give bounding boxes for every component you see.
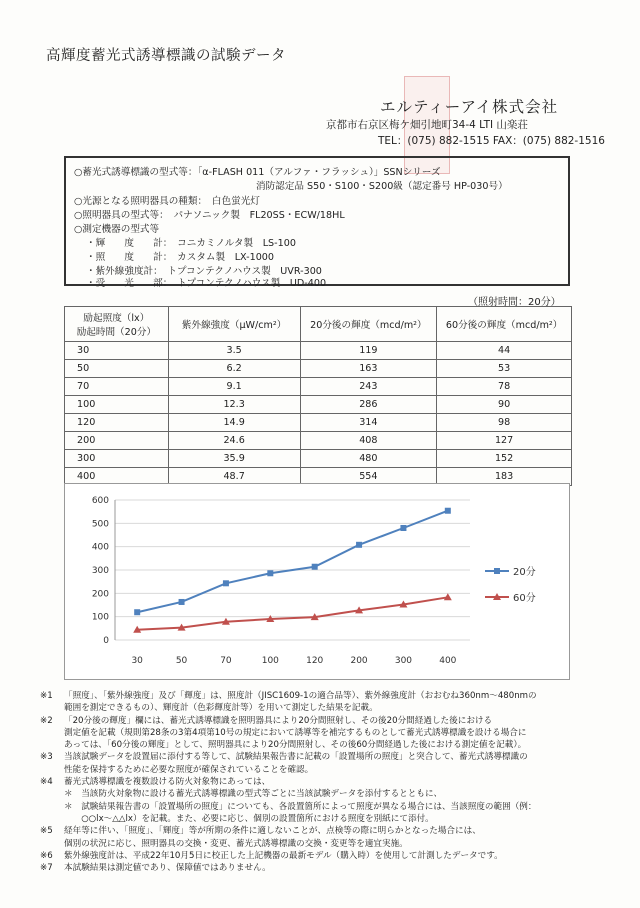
- document-title: 高輝度蓄光式誘導標識の試験データ: [46, 48, 286, 64]
- x-tick-label: 30: [131, 656, 143, 666]
- note-text: 性能を保持するために必要な照度が確保されていることを確認。: [64, 764, 314, 775]
- y-tick-label: 500: [91, 519, 109, 530]
- table-cell: 119: [300, 342, 437, 360]
- table-cell: 120: [65, 414, 169, 432]
- table-cell: 183: [437, 468, 572, 486]
- table-cell: 152: [437, 450, 572, 468]
- table-cell: 243: [300, 378, 437, 396]
- table-cell: 3.5: [168, 342, 300, 360]
- note-line: [40, 788, 630, 800]
- note-text: あっては、「60分後の輝度」として、照明器具により20分間照射し、その後60分間経過した後における測定値を記載）。: [64, 740, 527, 751]
- info-line: ・受 光 部： トプコンテクノハウス製 UD-400: [86, 278, 327, 289]
- note-line: [40, 739, 630, 751]
- x-tick-label: 300: [394, 656, 413, 666]
- table-cell: 70: [65, 378, 169, 396]
- note-mark: ※1: [40, 691, 53, 701]
- data-point-square: [267, 570, 273, 576]
- table-cell: 163: [300, 360, 437, 378]
- info-line: ・輝 度 計： コニカミノルタ製 LS-100: [86, 238, 296, 249]
- note-text: 「照度」、「紫外線強度」及び「輝度」は、照度計（JISC1609-1の適合品等）、紫外線強度計（おおむね360nm～480nmの: [64, 691, 537, 701]
- data-point-square: [356, 542, 362, 548]
- table-cell: 300: [65, 450, 169, 468]
- table-row: [65, 342, 572, 360]
- note-line: [40, 690, 630, 702]
- table-cell: 314: [300, 414, 437, 432]
- table-cell: 30: [65, 342, 169, 360]
- table-cell: 554: [300, 468, 437, 486]
- legend-label: 60分: [513, 593, 536, 604]
- table-cell: 53: [437, 360, 572, 378]
- note-text: 蓄光式誘導標識を複数設ける防火対象物にあっては、: [64, 777, 271, 788]
- table-cell: 98: [437, 414, 572, 432]
- x-tick-label: 200: [350, 656, 368, 666]
- note-text: ○○lx～△△lx）を記載。また、必要に応じ、個別の設置箇所における照度を別紙にて添付。: [64, 813, 434, 824]
- y-tick-label: 0: [103, 636, 109, 646]
- y-tick-label: 600: [91, 496, 109, 506]
- y-tick-label: 300: [91, 566, 109, 576]
- table-cell: 127: [437, 432, 572, 450]
- table-cell: 24.6: [168, 432, 300, 450]
- x-tick-label: 100: [261, 656, 279, 666]
- info-line: ○蓄光式誘導標識の型式等：「α-FLASH 011（アルファ・フラッシュ）」SSNシリーズ: [74, 167, 441, 178]
- table-cell: 35.9: [168, 450, 300, 468]
- data-point-square: [134, 609, 140, 615]
- y-tick-label: 200: [91, 589, 109, 600]
- table-cell: 480: [300, 450, 437, 468]
- table-cell: 400: [65, 468, 169, 486]
- table-cell: 90: [437, 396, 572, 414]
- note-line: [40, 702, 630, 714]
- note-text: 「20分後の輝度」欄には、蓄光式誘導標識を照明器具により20分間照射し、その後20分間経過した後における: [64, 715, 493, 726]
- data-point-square: [312, 564, 318, 570]
- legend-marker-square: [494, 568, 500, 574]
- company-address: 京都市右京区梅ケ畑引地町34-4 LTI 山楽荘: [326, 119, 528, 131]
- note-line: [40, 727, 630, 739]
- note-line: [40, 813, 630, 825]
- header-excitation-time: 励起時間（20分）: [76, 327, 157, 338]
- note-text: 測定値を記載（規則第28条の3第4項第10号の規定において誘導等を補完するものとして蓄光式誘導標識を設ける場合に: [64, 727, 527, 738]
- table-cell: 48.7: [168, 468, 300, 486]
- header-20min: 20分後の輝度（mcd/m²）: [300, 307, 437, 342]
- note-text: 当該試験データを設置届に添付する等して、試験結果報告書に記載の「設置場所の照度」と突合して、蓄光式誘導標識の: [64, 752, 528, 763]
- company-phone: TEL：(075) 882-1515 FAX：(075) 882-1516: [378, 135, 605, 147]
- table-cell: 408: [300, 432, 437, 450]
- data-point-square: [445, 508, 451, 514]
- note-line: [40, 838, 630, 850]
- note-text: 個別の状況に応じ、照明器具の交換・変更、蓄光式誘導標識の交換・変更等を適宜実施。: [64, 838, 408, 849]
- table-cell: 50: [65, 360, 169, 378]
- note-mark: ※2: [40, 715, 53, 726]
- x-tick-label: 70: [220, 656, 232, 666]
- luminance-chart: [64, 483, 570, 680]
- info-line: ・照 度 計： カスタム製 LX-1000: [86, 252, 275, 263]
- table-cell: 9.1: [168, 378, 300, 396]
- luminance-data-table: [64, 306, 572, 486]
- product-info-box: [64, 156, 570, 289]
- note-line: [40, 862, 630, 874]
- note-text: 範囲を測定できるもの）、輝度計（色彩輝度計等）を用いて測定した結果を記載。: [64, 703, 378, 714]
- table-cell: 14.9: [168, 414, 300, 432]
- chart-svg: [65, 484, 569, 679]
- note-mark: ※4: [40, 777, 53, 788]
- legend-label: 20分: [513, 567, 536, 578]
- x-tick-label: 50: [175, 656, 188, 666]
- table-cell: 286: [300, 396, 437, 414]
- x-tick-label: 120: [306, 656, 324, 666]
- note-text: 経年等に伴い、「照度」、「輝度」等が所期の条件に適しないことが、点検等の際に明らかとなった場合には、: [64, 826, 481, 837]
- note-line: [40, 825, 630, 837]
- note-text: ＊ 試験結果報告書の「設置場所の照度」についても、各設置箇所によって照度が異なる場合には、当該照度の範囲（例：: [64, 801, 537, 812]
- data-point-square: [400, 525, 406, 531]
- info-line: ○照明器具の型式等： パナソニック製 FL20SS・ECW/18HL: [74, 210, 345, 221]
- note-line: [40, 850, 630, 862]
- table-cell: 100: [65, 396, 169, 414]
- header-60min: 60分後の輝度（mcd/m²）: [437, 307, 572, 342]
- x-tick-label: 400: [439, 656, 457, 666]
- info-line: 消防認定品 S50・S100・S200級（認定番号 HP-030号）: [256, 181, 508, 192]
- data-point-square: [179, 599, 185, 605]
- table-cell: 12.3: [168, 396, 300, 414]
- table-row: [65, 378, 572, 396]
- info-line: ○測定機器の型式等: [74, 224, 160, 235]
- y-tick-label: 400: [91, 542, 109, 553]
- note-mark: ※6: [40, 850, 53, 861]
- header-excitation-lux: 励起照度（lx）: [83, 313, 150, 324]
- note-line: [40, 801, 630, 813]
- table-row: [65, 432, 572, 450]
- notes-section: [40, 690, 630, 874]
- table-cell: 6.2: [168, 360, 300, 378]
- note-text: 紫外線強度計は、平成22年10月5日に校正した上記機器の最新モデル（購入時）を使用して計測したデータです。: [64, 850, 503, 861]
- table-row: [65, 396, 572, 414]
- header-uv: 紫外線強度（μW/cm²）: [168, 307, 300, 342]
- note-line: [40, 776, 630, 788]
- note-mark: ※7: [40, 863, 53, 874]
- table-row: [65, 414, 572, 432]
- note-text: ＊ 当該防火対象物に設ける蓄光式誘導標識の型式等ごとに当該試験データを添付するとともに、: [64, 789, 443, 800]
- note-mark: ※3: [40, 752, 53, 763]
- data-point-square: [223, 580, 229, 586]
- table-header-row: [65, 307, 572, 342]
- note-line: [40, 715, 630, 727]
- note-mark: ※5: [40, 826, 53, 837]
- info-line: ・紫外線強度計： トプコンテクノハウス製 UVR-300: [86, 266, 322, 277]
- irradiation-time: （照射時間：20分）: [468, 297, 561, 308]
- table-row: [65, 360, 572, 378]
- company-name: エルティーアイ株式会社: [380, 98, 559, 116]
- table-cell: 44: [437, 342, 572, 360]
- table-body: [65, 342, 572, 486]
- table-row: [65, 450, 572, 468]
- note-text: 本試験結果は測定値であり、保障値ではありません。: [64, 863, 271, 874]
- table-cell: 78: [437, 378, 572, 396]
- note-line: [40, 751, 630, 763]
- y-tick-label: 100: [91, 612, 109, 623]
- table-cell: 200: [65, 432, 169, 450]
- info-line: ○光源となる照明器具の種類： 白色蛍光灯: [74, 196, 260, 207]
- note-line: [40, 764, 630, 776]
- header-excitation: [65, 307, 169, 342]
